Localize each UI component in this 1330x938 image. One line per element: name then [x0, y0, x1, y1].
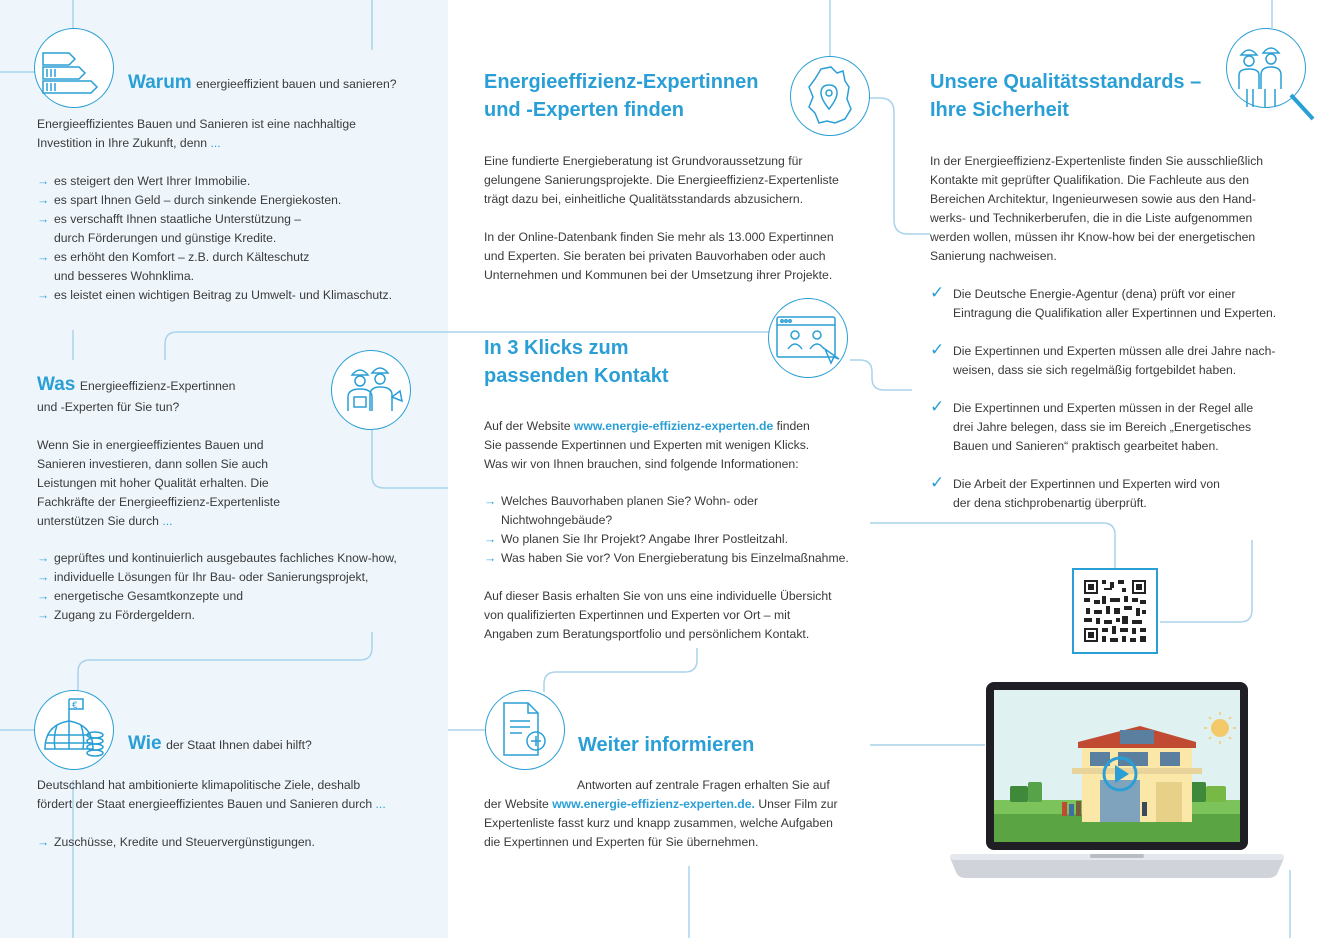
list-item: → es erhöht den Komfort – z.B. durch Kälteschutz [37, 248, 437, 267]
warum-intro-2: Investition in Ihre Zukunft, denn [37, 136, 208, 150]
experts-magnifier-icon [1226, 28, 1306, 108]
germany-map-pin-icon [790, 56, 870, 136]
euro-globe-icon [34, 690, 114, 770]
qualitaet-p-line: In der Energieeffizienz-Expertenliste finden Sie ausschließlich [930, 154, 1264, 168]
was-heading-rest-2: und -Experten für Sie tun? [37, 400, 180, 414]
klicks-p2-line: von qualifizierten Expertinnen und Experten vor Ort – mit [484, 608, 791, 622]
warum-intro: Energieeffizientes Bauen und Sanieren ist eine nachhaltige [37, 117, 356, 131]
was-intro-line: Fachkräfte der Energieeffizienz-Expertenliste [37, 495, 280, 509]
list-item: → geprüftes und kontinuierlich ausgebautes fachliches Know-how, [37, 549, 437, 568]
list-item: → individuelle Lösungen für Ihr Bau- oder Sanierungsprojekt, [37, 568, 437, 587]
klicks-p2-line: Angaben zum Beratungsportfolio und persönlichem Kontakt. [484, 627, 810, 641]
qualitaet-p-line: werks- und Technikerberufen, die in die Liste aufgenommen [930, 211, 1253, 225]
list-item: → es leistet einen wichtigen Beitrag zu Umwelt- und Klimaschutz. [37, 286, 437, 305]
list-item-continued: Nichtwohngebäude? [501, 513, 613, 527]
finden-p1-line: Eine fundierte Energieberatung ist Grundvoraussetzung für [484, 154, 803, 168]
weiter-line-1: Antworten auf zentrale Fragen erhalten Sie auf [577, 778, 830, 792]
qualitaet-p-line: Kontakte mit geprüfter Qualifikation. Die Fachleute aus den [930, 173, 1250, 187]
warum-heading-rest: energieeffizient bauen und sanieren? [196, 77, 397, 91]
list-item-continued: und besseres Wohnklima. [54, 269, 195, 283]
klicks-p1-pre: Auf der Website [484, 419, 571, 433]
was-list [37, 549, 437, 625]
wie-keyword: Wie [128, 733, 162, 754]
weiter-line-3: Expertenliste fasst kurz und knapp zusammen, welche Aufgaben [484, 816, 833, 830]
qualitaet-p-line: Sanierung nachweisen. [930, 249, 1057, 263]
was-intro-line: Sanieren investieren, dann sollen Sie auch [37, 457, 269, 471]
list-item: → Was haben Sie vor? Von Energieberatung bis Einzelmaßnahme. [484, 549, 874, 568]
qualitaet-checklist [930, 285, 1310, 532]
klicks-title-line-2: passenden Kontakt [484, 365, 669, 387]
finden-p2-line: Unternehmen und Kommunen bei der Umsetzung ihrer Projekte. [484, 268, 833, 282]
klicks-p1-line-2: Sie passende Expertinnen und Experten mit wenigen Klicks. [484, 438, 810, 452]
energy-label-icon [34, 28, 114, 108]
qr-code-icon[interactable] [1072, 568, 1158, 654]
finden-title-line-1: Energieeffizienz-Expertinnen [484, 71, 759, 93]
list-item: → es spart Ihnen Geld – durch sinkende Energiekosten. [37, 191, 437, 210]
klicks-p2-line: Auf dieser Basis erhalten Sie von uns eine individuelle Übersicht [484, 589, 832, 603]
document-plus-icon [485, 690, 565, 770]
wie-list [37, 833, 437, 852]
website-link[interactable]: www.energie-effizienz-experten.de [573, 419, 774, 433]
wie-ellipsis: ... [375, 797, 386, 811]
finden-p1-line: gelungene Sanierungsprojekte. Die Energieeffizienz-Expertenliste [484, 173, 839, 187]
list-item: → energetische Gesamtkonzepte und [37, 587, 437, 606]
was-intro-last: unterstützen Sie durch [37, 514, 159, 528]
browser-window-icon [768, 298, 848, 378]
list-item: → es steigert den Wert Ihrer Immobilie. [37, 172, 437, 191]
weiter-line-2-pre: der Website [484, 797, 549, 811]
weiter-line-4: die Expertinnen und Experten für Sie übernehmen. [484, 835, 759, 849]
warum-ellipsis: ... [210, 136, 221, 150]
check-item: ✓ Die Deutsche Energie-Agentur (dena) prüft vor einer Eintragung die Qualifikation aller Expertinnen und Experten. [930, 285, 1310, 323]
list-item: → Zuschüsse, Kredite und Steuervergünstigungen. [37, 833, 437, 852]
wie-intro-2: fördert der Staat energieeffizientes Bauen und Sanieren durch [37, 797, 373, 811]
svg-text:€: € [72, 701, 78, 711]
warum-keyword: Warum [128, 72, 192, 93]
check-item: ✓ Die Expertinnen und Experten müssen in der Regel alle drei Jahre belegen, dass sie im Bereich „Energetisches Bauen und Sanieren“ praktisch gearbeitet haben. [930, 399, 1310, 456]
klicks-list [484, 492, 874, 568]
klicks-title-line-1: In 3 Klicks zum [484, 337, 629, 359]
warum-list [37, 172, 437, 305]
weiter-title: Weiter informieren [578, 734, 755, 756]
was-ellipsis: ... [162, 514, 173, 528]
qualitaet-title-line-2: Ihre Sicherheit [930, 99, 1069, 121]
experts-icon [331, 350, 411, 430]
qualitaet-title-line-1: Unsere Qualitätsstandards – [930, 71, 1202, 93]
finden-p2-line: und Experten. Sie beraten bei privaten Bauvorhaben oder auch [484, 249, 826, 263]
list-item: → es verschafft Ihnen staatliche Unterstützung – [37, 210, 437, 229]
was-intro-line: Wenn Sie in energieeffizientes Bauen und [37, 438, 264, 452]
was-intro-line: Leistungen mit hoher Qualität erhalten. Die [37, 476, 269, 490]
weiter-line-2-post: Unser Film zur [758, 797, 838, 811]
list-item-continued: durch Förderungen und günstige Kredite. [54, 231, 277, 245]
was-keyword: Was [37, 374, 76, 395]
qualitaet-p-line: Bereichen Architektur, Ingenieurwesen sowie aus den Hand- [930, 192, 1256, 206]
qualitaet-p-line: werden wollen, müssen ihr Know-how bei der energetischen [930, 230, 1256, 244]
list-item: → Welches Bauvorhaben planen Sie? Wohn- oder [484, 492, 874, 511]
was-heading-rest: Energieeffizienz-Expertinnen [79, 379, 236, 393]
website-link-2[interactable]: www.energie-effizienz-experten.de. [552, 797, 755, 811]
check-item: ✓ Die Expertinnen und Experten müssen alle drei Jahre nach- weisen, dass sie sich regelmäßig fortgebildet haben. [930, 342, 1310, 380]
check-item: ✓ Die Arbeit der Expertinnen und Experten wird von der dena stichprobenartig überprüft. [930, 475, 1310, 513]
klicks-p1-post: finden [776, 419, 810, 433]
finden-p2-line: In der Online-Datenbank finden Sie mehr als 13.000 Expertinnen [484, 230, 834, 244]
laptop-video-icon[interactable] [950, 682, 1284, 878]
list-item: → Wo planen Sie Ihr Projekt? Angabe Ihrer Postleitzahl. [484, 530, 874, 549]
finden-title-line-2: und -Experten finden [484, 99, 684, 121]
klicks-p1-line-3: Was wir von Ihnen brauchen, sind folgende Informationen: [484, 457, 799, 471]
wie-heading-rest: der Staat Ihnen dabei hilft? [166, 738, 312, 752]
list-item: → Zugang zu Fördergeldern. [37, 606, 437, 625]
finden-p1-line: trägt dazu bei, einheitliche Qualitätsstandards abzusichern. [484, 192, 804, 206]
wie-intro: Deutschland hat ambitionierte klimapolitische Ziele, deshalb [37, 778, 361, 792]
